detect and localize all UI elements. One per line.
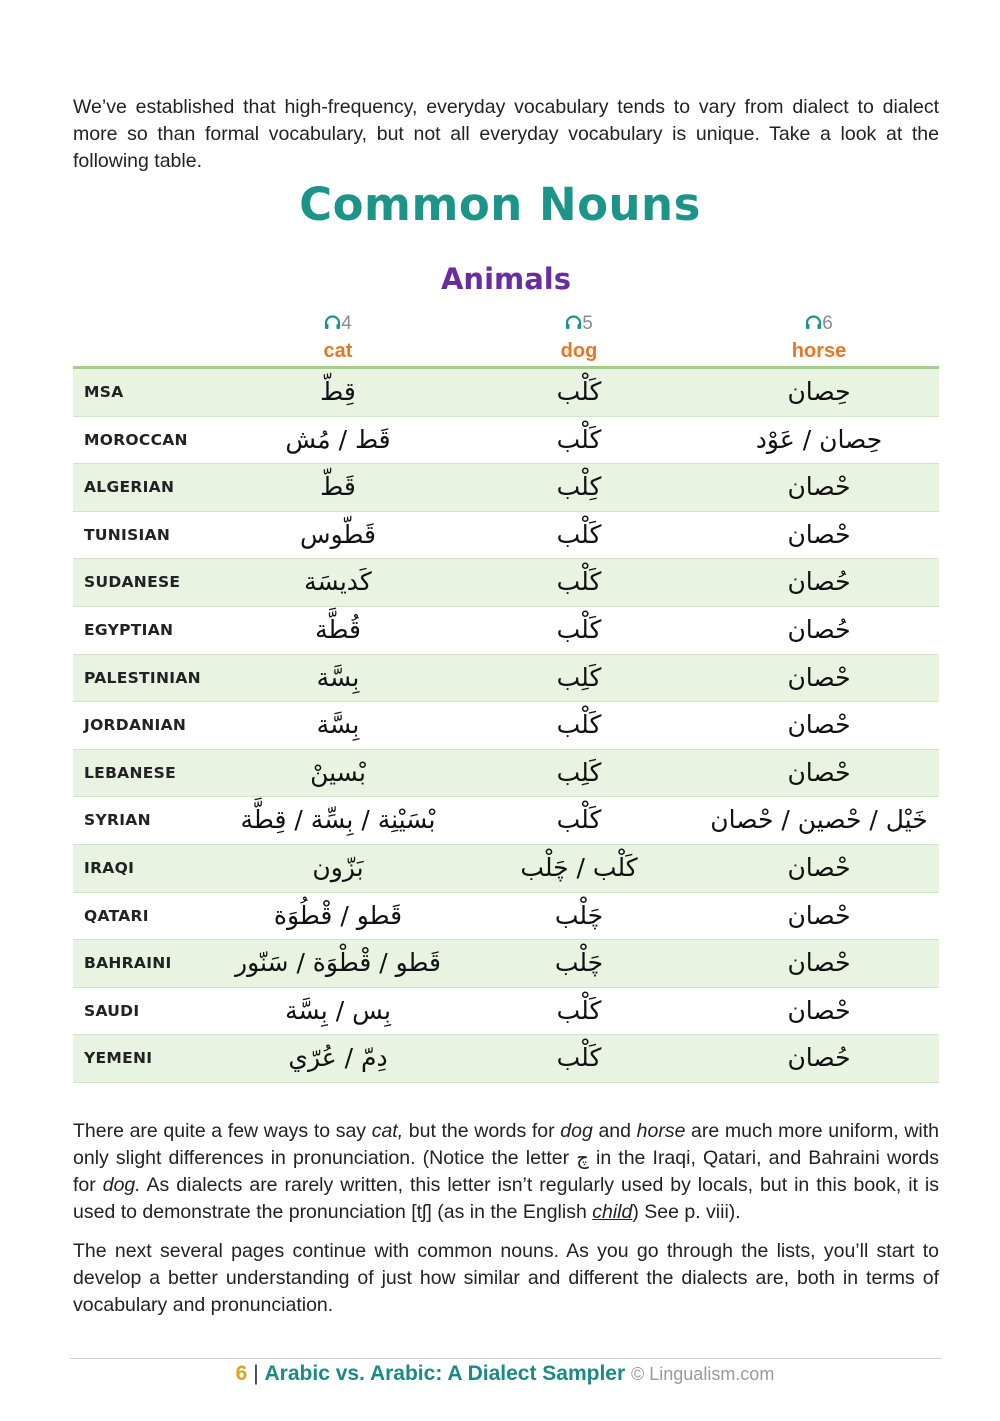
copyright-text: © Lingualism.com [631, 1364, 775, 1384]
dog-word: كَلْب [556, 567, 602, 597]
horse-word: حْصان [787, 852, 851, 882]
cat-word: بْسَيْنِة / بِسِّة / قِطَّة [240, 805, 436, 835]
intro-paragraph: We’ve established that high-frequency, everyday vocabulary tends to vary from dialect to dialect more so than formal vocabulary, but not all everyday vocabulary is unique. Take a look at the following table. [73, 95, 939, 172]
track-number: 6 [822, 313, 833, 334]
dog-word: كَلْب [556, 424, 602, 454]
dog-word: كَلِب [556, 757, 602, 787]
dog-word: كَلْب [556, 805, 602, 835]
column-header-horse [709, 312, 929, 365]
dog-word: كَلِب [556, 662, 602, 692]
table-row [73, 988, 939, 1036]
table-row [73, 940, 939, 988]
footer-separator: | [253, 1362, 259, 1385]
cat-word: قَطّوس [300, 519, 376, 549]
italic-word: cat, [371, 1119, 404, 1142]
dialect-label: BAHRAINI [84, 954, 172, 973]
dialect-label: EGYPTIAN [84, 620, 174, 639]
cat-word: قِطّ [320, 377, 356, 406]
headphones-icon[interactable] [805, 313, 822, 337]
table-row [73, 702, 939, 750]
dog-word: كَلْب [556, 377, 602, 406]
horse-word: حْصان [787, 472, 851, 502]
horse-word: حْصان [787, 662, 851, 692]
horse-word: حْصان [787, 757, 851, 787]
dialect-label: YEMENI [84, 1049, 153, 1068]
dialect-label: TUNISIAN [84, 525, 171, 544]
headphones-icon[interactable] [324, 313, 341, 337]
table-row [73, 464, 939, 512]
page-title: Common Nouns [299, 178, 701, 231]
cat-word: قَطّ [320, 472, 356, 502]
closing-paragraph: The next several pages continue with common nouns. As you go through the lists, you’ll start to develop a better understanding of just how similar and different the dialects are, both in terms of vocabulary and pronunciation. [73, 1239, 939, 1316]
table-row [73, 655, 939, 703]
cat-word: قُطَّة [315, 614, 361, 644]
italic-word: dog [560, 1119, 593, 1142]
cat-word: بِسَّة [316, 662, 360, 692]
dog-word: كَلْب [556, 614, 602, 644]
cat-word: قَط / مُش [285, 424, 391, 454]
dialect-label: QATARI [84, 906, 149, 925]
cat-word: دِمّ / عُرّي [288, 1043, 388, 1073]
dog-word: كَلْب [556, 519, 602, 549]
page-number: 6 [235, 1362, 248, 1385]
table-row [73, 845, 939, 893]
table-row [73, 797, 939, 845]
italic-underlined-word: child [592, 1200, 633, 1223]
table-row [73, 369, 939, 417]
horse-word: حْصان [787, 519, 851, 549]
dog-word: كِلْب [556, 472, 602, 502]
dog-word: چَلْب [554, 948, 604, 978]
dog-word: كَلْب [556, 995, 602, 1025]
dialect-label: LEBANESE [84, 763, 176, 782]
cat-word: قَطو / قْطْوَة / سَنّور [235, 948, 441, 978]
track-number: 4 [341, 313, 352, 334]
horse-word: خَيْل / حْصين / حْصان [710, 805, 928, 835]
dialect-label: SYRIAN [84, 811, 151, 830]
horse-word: حُصان [787, 614, 851, 644]
column-label-english: cat [323, 340, 353, 362]
dog-word: كَلْب / چَلْب [520, 852, 638, 882]
text-run: There are quite a few ways to say [73, 1119, 372, 1142]
dialect-label: MOROCCAN [84, 430, 188, 449]
section-subtitle: Animals [440, 262, 572, 296]
dialect-label: SAUDI [84, 1001, 140, 1020]
nouns-table [73, 366, 939, 1083]
explanation-paragraph [73, 1118, 939, 1226]
text-run: but the words for [403, 1119, 561, 1142]
table-row [73, 559, 939, 607]
table-row [73, 512, 939, 560]
italic-word: horse [636, 1119, 686, 1142]
text-run: ) See p. viii). [632, 1200, 741, 1223]
horse-word: حُصان [787, 1043, 851, 1073]
dialect-label: ALGERIAN [84, 478, 175, 497]
horse-word: حِصان / عَوْد [755, 424, 883, 454]
horse-word: حْصان [787, 995, 851, 1025]
cat-word: كَديسَة [304, 567, 372, 597]
horse-word: حِصان [787, 377, 851, 406]
table-row [73, 417, 939, 465]
cat-word: قَطو / قْطُوَة [273, 900, 403, 930]
cat-word: بْسينْ [310, 757, 366, 787]
horse-word: حْصان [787, 948, 851, 978]
column-header-cat [228, 312, 448, 365]
cat-word: بِس / بِسَّة [285, 995, 391, 1025]
footer-divider [70, 1358, 942, 1359]
text-run: As dialects are rarely written, this letter isn’t regularly used by locals, but in this book, it is used to demonstrate the pronunciation [tʃ] (as in the English [73, 1173, 939, 1223]
horse-word: حُصان [787, 567, 851, 597]
book-title: Arabic vs. Arabic: A Dialect Sampler [264, 1362, 626, 1385]
text-run: and [592, 1119, 637, 1142]
dialect-label: IRAQI [84, 858, 135, 877]
table-row [73, 750, 939, 798]
table-row [73, 893, 939, 941]
horse-word: حْصان [787, 900, 851, 930]
dog-word: كَلْب [556, 1043, 602, 1073]
horse-word: حْصان [787, 710, 851, 740]
dialect-label: JORDANIAN [84, 716, 187, 735]
dialect-label: MSA [84, 383, 124, 401]
page-footer [0, 1360, 1000, 1388]
track-number: 5 [582, 313, 593, 334]
dialect-label: PALESTINIAN [84, 668, 201, 687]
table-row [73, 607, 939, 655]
dog-word: چَلْب [554, 900, 604, 930]
cat-word: بِسَّة [316, 710, 360, 740]
table-row [73, 1035, 939, 1083]
cat-word: بَزّون [312, 852, 364, 882]
column-label-english: dog [560, 340, 598, 362]
italic-word: dog. [102, 1173, 141, 1196]
text-run: are much more uniform, with only slight differences in pronunciation. (Notice the letter چ in the Iraqi, Qatari, and Bahraini words for [73, 1119, 939, 1196]
dog-word: كَلْب [556, 710, 602, 740]
headphones-icon[interactable] [565, 313, 582, 337]
dialect-label: SUDANESE [84, 573, 181, 592]
column-label-english: horse [791, 340, 847, 362]
column-header-dog [469, 312, 689, 365]
